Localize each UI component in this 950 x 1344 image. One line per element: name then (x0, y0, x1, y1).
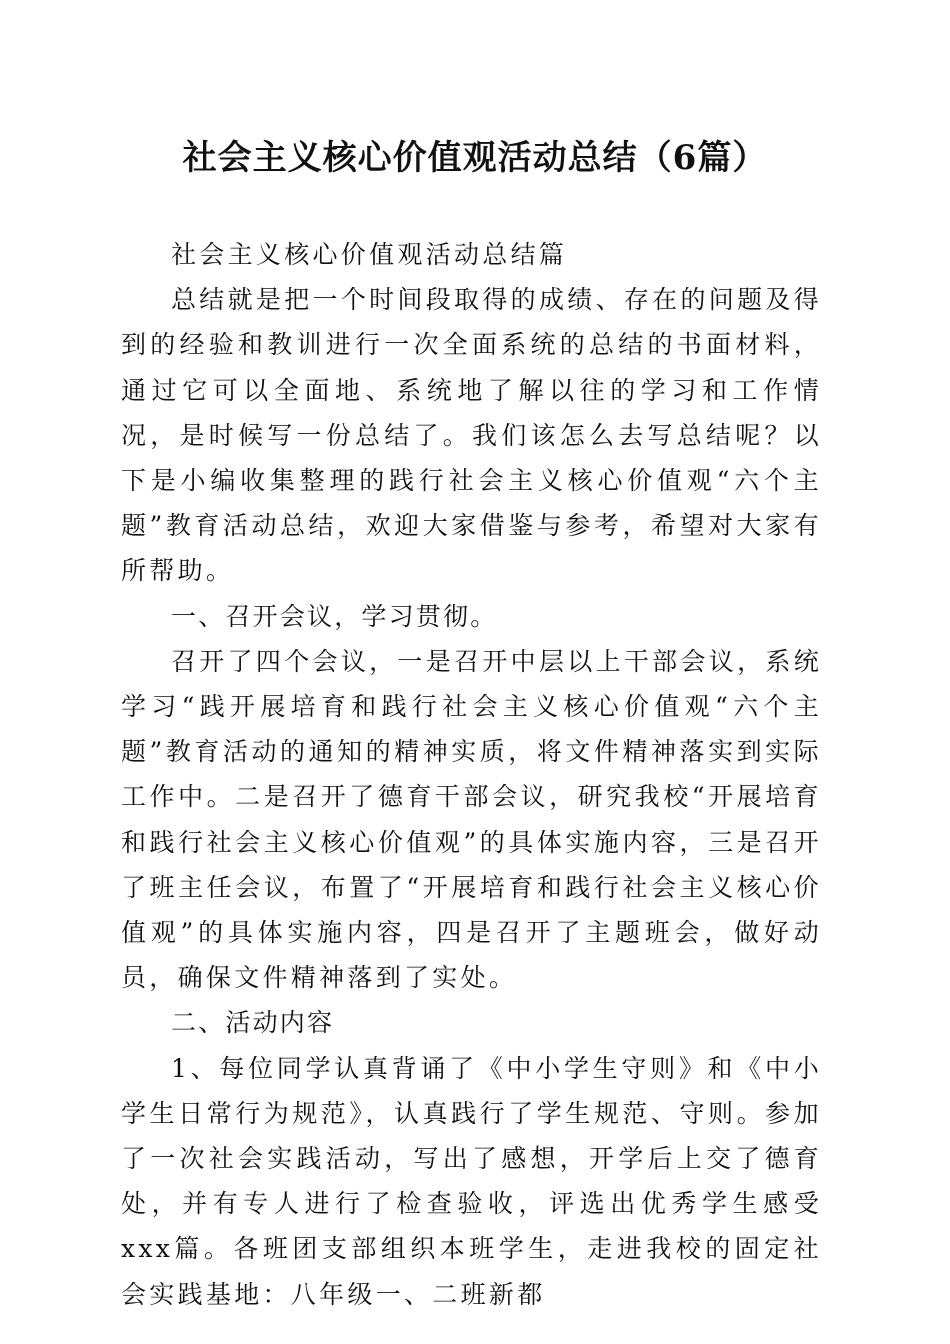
section-heading-1: 一、召开会议，学习贯彻。 (171, 601, 498, 631)
page-title: 社会主义核心价值观活动总结（6篇） (182, 138, 768, 178)
section-heading-2: 二、活动内容 (171, 1008, 335, 1038)
intro-paragraph: 总结就是把一个时间段取得的成绩、存在的问题及得到的经验和教训进行一次全面系统的总结的书面材料，通过它可以全面地、系统地了解以往的学习和工作情况，是时候写一份总结了。我们该怎么去写总结呢？以下是小编收集整理的践行社会主义核心价值观“六个主题”教育活动总结，欢迎大家借鉴与参考，希望对大家有所帮助。 (121, 285, 822, 586)
subtitle: 社会主义核心价值观活动总结篇 (171, 240, 568, 269)
section-1-paragraph: 召开了四个会议，一是召开中层以上干部会议，系统学习“践开展培育和践行社会主义核心价值观“六个主题”教育活动的通知的精神实质，将文件精神落实到实际工作中。二是召开了德育干部会议，研究我校“开展培育和践行社会主义核心价值观”的具体实施内容，三是召开了班主任会议，布置了“开展培育和践行社会主义核心价值观”的具体实施内容，四是召开了主题班会，做好动员，确保文件精神落到了实处。 (121, 646, 822, 993)
section-2-paragraph: 1、每位同学认真背诵了《中小学生守则》和《中小学生日常行为规范》，认真践行了学生规范、守则。参加了一次社会实践活动，写出了感想，开学后上交了德育处，并有专人进行了检查验收，评选出优秀学生感受xxx篇。各班团支部组织本班学生，走进我校的固定社会实践基地：八年级一、二班新都 (121, 1053, 822, 1309)
document-body (121, 232, 822, 1317)
